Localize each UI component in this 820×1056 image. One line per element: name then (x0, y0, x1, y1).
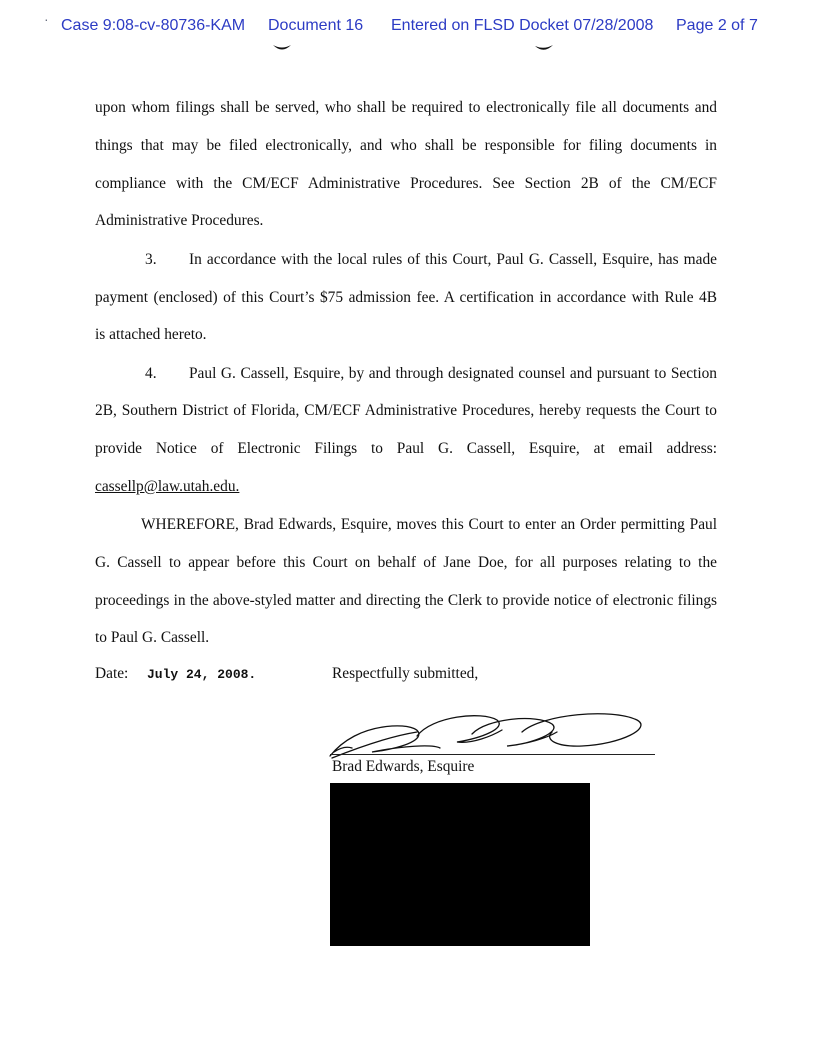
paragraph-3-line-3: is attached hereto. (95, 326, 207, 343)
signer-name: Brad Edwards, Esquire (332, 758, 475, 775)
case-number-header: Case 9:08-cv-80736-KAM (61, 17, 246, 34)
paragraph-4-first-line (145, 364, 717, 384)
respectfully-submitted: Respectfully submitted, (332, 665, 479, 682)
body-line-1: upon whom filings shall be served, who shall be required to electronically file all documents and (95, 99, 717, 116)
paragraph-4-line-2: 2B, Southern District of Florida, CM/ECF Administrative Procedures, hereby requests the Court to (95, 402, 717, 419)
body-line-3: compliance with the CM/ECF Administrative Procedures. See Section 2B of the CM/ECF (95, 175, 717, 192)
wherefore-first-line: WHEREFORE, Brad Edwards, Esquire, moves this Court to enter an Order permitting Paul (141, 516, 717, 533)
paragraph-4-line-3: provide Notice of Electronic Filings to Paul G. Cassell, Esquire, at email address: (95, 440, 717, 457)
page-count-header: Page 2 of 7 (676, 17, 758, 34)
binder-hole-mark-left (271, 37, 293, 59)
signature-line (330, 754, 655, 755)
paragraph-4-email-line (95, 477, 717, 497)
paragraph-3-first-text: In accordance with the local rules of this Court, Paul G. Cassell, Esquire, has made (189, 251, 717, 268)
scan-mark: · (44, 11, 49, 27)
paragraph-3-number: 3. (145, 251, 157, 268)
wherefore-line-4: to Paul G. Cassell. (95, 629, 210, 646)
date-value: July 24, 2008. (147, 667, 257, 682)
paragraph-3-first-line (145, 250, 717, 270)
email-address-link[interactable]: cassellp@law.utah.edu. (95, 478, 240, 495)
binder-hole-mark-right (533, 37, 555, 59)
docket-entry-header: Entered on FLSD Docket 07/28/2008 (391, 17, 654, 34)
paragraph-4-first-text: Paul G. Cassell, Esquire, by and through designated counsel and pursuant to Section (189, 365, 717, 382)
paragraph-3-line-2: payment (enclosed) of this Court’s $75 admission fee. A certification in accordance with Rule 4B (95, 289, 717, 306)
redaction-box (330, 783, 590, 946)
document-number-header: Document 16 (268, 17, 364, 34)
wherefore-line-3: proceedings in the above-styled matter and directing the Clerk to provide notice of electronic filings (95, 592, 717, 609)
body-line-2: things that may be filed electronically, and who shall be responsible for filing documents in (95, 137, 717, 154)
paragraph-4-number: 4. (145, 365, 157, 382)
wherefore-line-2: G. Cassell to appear before this Court on behalf of Jane Doe, for all purposes relating to the (95, 554, 717, 571)
date-label: Date: (95, 665, 129, 682)
body-line-4: Administrative Procedures. (95, 212, 264, 229)
